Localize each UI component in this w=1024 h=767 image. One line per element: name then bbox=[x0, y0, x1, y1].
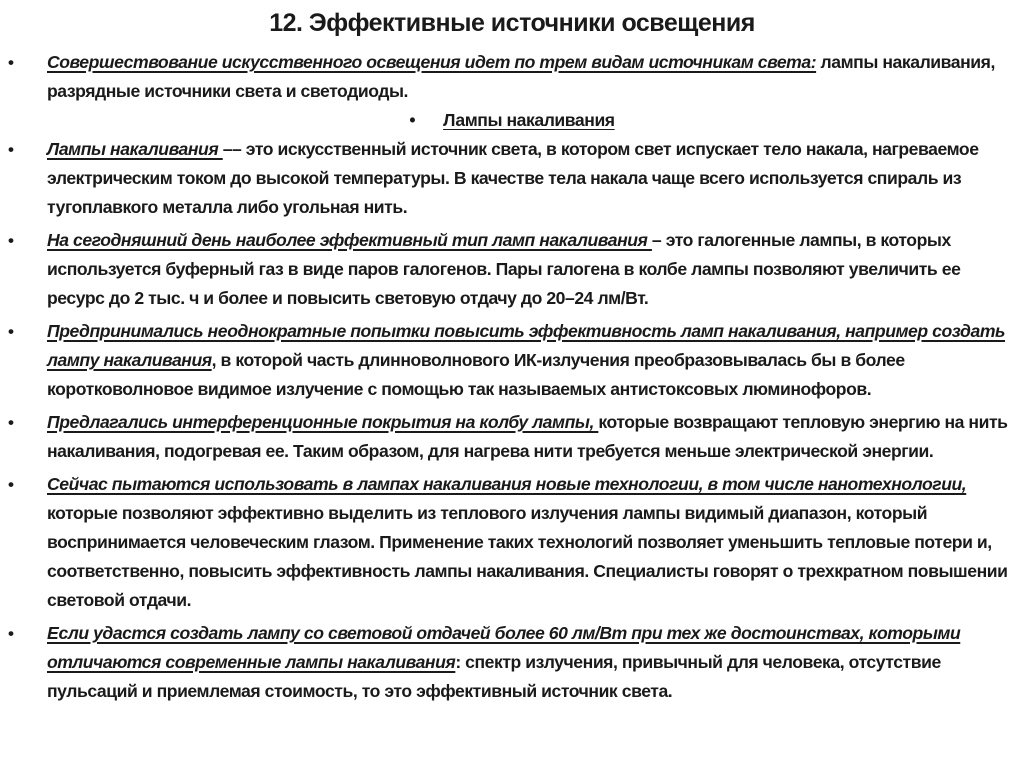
bullet-icon: • bbox=[409, 110, 416, 130]
bullet-icon: • bbox=[8, 475, 14, 494]
bullet-icon: • bbox=[8, 624, 14, 643]
bullet-item bbox=[0, 135, 1024, 222]
slide-title: 12. Эффективные источники освещения bbox=[269, 9, 755, 37]
bullet-lead: Если удастся создать лампу со световой отдачей более 60 лм/Вт при тех же достоинствах, которыми отличаются современные лампы накаливания bbox=[47, 623, 961, 672]
bullet-lead: Предпринимались неоднократные попытки повысить эффективность ламп накаливания, например создать лампу накаливания bbox=[47, 321, 1006, 370]
bullet-item bbox=[0, 317, 1024, 404]
bullet-text: которые возвращают тепловую энергию на нить накаливания, подогревая ее. Таким образом, для нагрева нити требуется меньше электрической энергии. bbox=[47, 412, 1008, 461]
bullet-text: которые позволяют эффективно выделить из теплового излучения лампы видимый диапазон, который воспринимается человеческим глазом. Применение таких технологий позволяет уменьшить тепловые потери и, соответственно, повысить эффективность лампы накаливания. Специалисты говорят о трехкратном повышении световой отдачи. bbox=[47, 503, 1008, 610]
bullet-lead: Лампы накаливания bbox=[47, 139, 223, 159]
bullet-item bbox=[0, 408, 1024, 466]
bullet-icon: • bbox=[8, 322, 14, 341]
bullet-text: : спектр излучения, привычный для человека, отсутствие пульсаций и приемлемая стоимость, то это эффективный источник света. bbox=[47, 652, 941, 701]
bullet-lead: Совершествование искусственного освещения идет по трем видам источникам света: bbox=[47, 52, 817, 72]
bullet-text: лампы накаливания, разрядные источники света и светодиоды. bbox=[47, 52, 995, 101]
bullet-text: –– это искусственный источник света, в котором свет испускает тело накала, нагреваемое электрическим током до высокой температуры. В качестве тела накала чаще всего используется спираль из тугоплавкого металла либо угольная нить. bbox=[47, 139, 979, 217]
subheading bbox=[0, 106, 1024, 135]
bullet-list bbox=[0, 48, 1024, 706]
bullet-item bbox=[0, 226, 1024, 313]
bullet-item bbox=[0, 470, 1024, 615]
bullet-item bbox=[0, 619, 1024, 706]
bullet-intro bbox=[0, 48, 1024, 106]
bullet-lead: Предлагались интерференционные покрытия на колбу лампы, bbox=[47, 412, 599, 432]
bullet-icon: • bbox=[8, 231, 14, 250]
bullet-text: – это галогенные лампы, в которых используется буферный газ в виде паров галогенов. Пары галогена в колбе лампы позволяют увеличить ее ресурс до 2 тыс. ч и более и повысить световую отдачу до 20–24 лм/Вт. bbox=[47, 230, 961, 308]
bullet-text: , в которой часть длинноволнового ИК-излучения преобразовывалась бы в более коротковолновое видимое излучение с помощью так называемых антистоксовых люминофоров. bbox=[47, 350, 905, 399]
bullet-icon: • bbox=[8, 140, 14, 159]
bullet-icon: • bbox=[8, 413, 14, 432]
subheading-text: Лампы накаливания bbox=[443, 110, 615, 130]
bullet-lead: На сегодняшний день наиболее эффективный тип ламп накаливания bbox=[47, 230, 652, 250]
bullet-lead: Сейчас пытаются использовать в лампах накаливания новые технологии, в том числе нанотехнологии, bbox=[47, 474, 967, 494]
bullet-icon: • bbox=[8, 53, 14, 72]
